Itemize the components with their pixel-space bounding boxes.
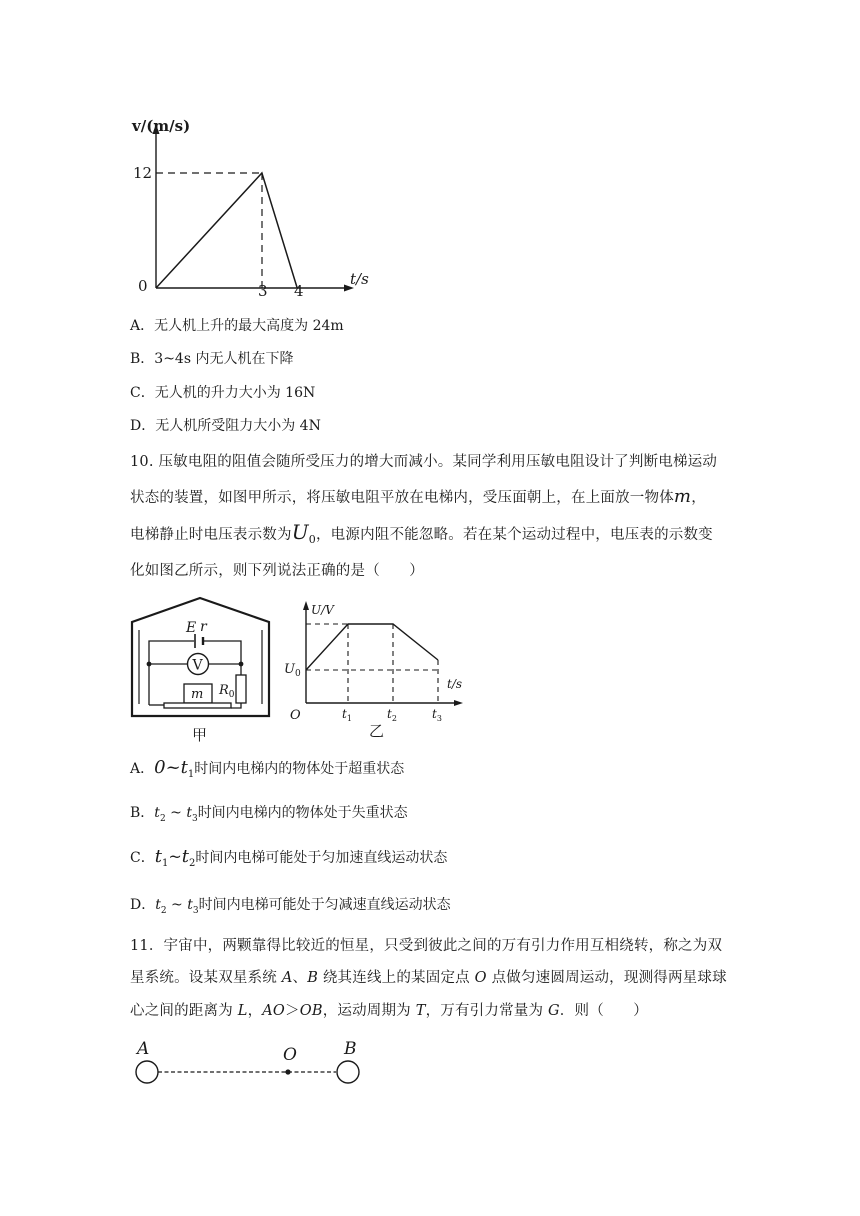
option-range: 0~t — [154, 757, 188, 778]
option-letter: D． — [130, 418, 156, 434]
option-text: 无人机所受阻力大小为 4N — [155, 418, 321, 434]
q10-option-a — [130, 758, 404, 785]
vt-y-tick-12: 12 — [133, 164, 153, 182]
q9-option-a — [130, 316, 344, 336]
option-range-b: t — [186, 805, 192, 821]
option-letter: D． — [130, 897, 156, 913]
option-text: 无人机上升的最大高度为 24m — [154, 318, 344, 334]
junction-dot — [239, 662, 244, 667]
option-text: 时间内电梯内的物体处于失重状态 — [197, 805, 408, 821]
q9-option-d — [130, 416, 321, 436]
vt-origin: 0 — [138, 277, 148, 295]
q11-text: ．则（ ） — [559, 1003, 648, 1019]
ut-y-arrow — [303, 601, 309, 610]
option-range-b: t — [181, 846, 189, 867]
ut-t3-label: $t_3$ — [432, 707, 442, 723]
ut-t1-label: $t_1$ — [342, 707, 352, 723]
star-a-label: A — [137, 1039, 150, 1059]
option-letter: A． — [130, 761, 155, 777]
option-letter: B． — [130, 805, 155, 821]
q10-option-d — [130, 895, 451, 921]
vt-x-tick-3: 3 — [258, 282, 268, 300]
center-point-o — [285, 1069, 290, 1074]
option-range-b: t — [187, 897, 193, 913]
q10-line-2-tail: ， — [691, 490, 706, 506]
option-text: 无人机的升力大小为 16N — [154, 385, 316, 401]
option-range-sub: 2 — [159, 813, 166, 824]
q10-line-3-text: 电梯静止时电压表示数为 — [130, 527, 292, 543]
option-tilde: ~ — [165, 805, 187, 821]
q11-text: 绕其连线上的某固定点 — [318, 970, 475, 986]
q11-line-1: 11．宇宙中，两颗靠得比较近的恒星，只受到彼此之间的万有引力作用互相绕转，称之为双 — [130, 938, 723, 954]
option-range-sub: 1 — [187, 768, 195, 780]
ut-u0-label: $U_0$ — [284, 662, 301, 679]
vt-x-label: t/s — [350, 270, 369, 288]
option-letter: B． — [130, 351, 155, 367]
option-text: 时间内电梯可能处于匀加速直线运动状态 — [195, 850, 448, 866]
q11-var-l: L — [237, 1003, 248, 1019]
q9-option-b — [130, 349, 293, 369]
q11-var-ao: AO — [262, 1003, 286, 1019]
q11-text: ，万有引力常量为 — [425, 1003, 548, 1019]
q10-line-3 — [130, 522, 713, 550]
q11-line-3 — [130, 1001, 648, 1021]
q11-text: 点做匀速圆周运动，现测得两星球球 — [486, 970, 727, 986]
vt-data-line — [156, 173, 297, 288]
option-text: 3~4s 内无人机在下降 — [154, 351, 294, 367]
option-range-sub: 2 — [160, 905, 167, 916]
option-text: 时间内电梯可能处于匀减速直线运动状态 — [198, 897, 451, 913]
q11-text: 星系统。设某双星系统 — [130, 970, 282, 986]
q11-var-g: G — [548, 1003, 560, 1019]
ut-origin: O — [290, 708, 301, 723]
r0-label: $R_0$ — [219, 683, 235, 700]
vt-y-label: v/(m/s) — [132, 117, 191, 135]
q11-var-a: A — [281, 970, 293, 986]
figure-caption-yi: 乙 — [369, 722, 385, 740]
star-b-label: B — [344, 1039, 357, 1059]
vt-graph — [128, 110, 388, 300]
ut-data-line — [306, 624, 438, 670]
ut-x-label: t/s — [447, 677, 463, 691]
center-o-label: O — [283, 1045, 297, 1065]
q10-option-b — [130, 803, 408, 829]
q11-text: 、 — [292, 970, 308, 986]
q11-line-2 — [130, 968, 727, 988]
q10-u0-subscript: 0 — [308, 532, 316, 546]
pressure-sensor — [164, 703, 231, 708]
ut-y-label: U/V — [311, 603, 334, 617]
option-letter: A． — [130, 318, 155, 334]
ut-graph — [283, 598, 473, 740]
resistor-r0 — [236, 675, 246, 703]
internal-r-label: r — [200, 619, 207, 635]
option-range-sub: 2 — [188, 857, 196, 869]
q11-text: 心之间的距离为 — [130, 1003, 238, 1019]
mass-label: m — [191, 687, 204, 702]
q10-option-c — [130, 847, 447, 874]
q10-u0-symbol: U — [291, 520, 309, 544]
q10-line-2-text: 状态的装置，如图甲所示，将压敏电阻平放在电梯内，受压面朝上，在上面放一物体 — [130, 490, 674, 506]
option-letter: C． — [130, 385, 155, 401]
option-range-a: t — [155, 897, 161, 913]
option-range-sub: 3 — [191, 813, 198, 824]
star-a — [136, 1061, 158, 1083]
ut-x-arrow — [454, 700, 463, 706]
option-range-sub: 3 — [192, 905, 199, 916]
q10-line-3-tail: ，电源内阻不能忽略。若在某个运动过程中，电压表的示数变 — [315, 527, 713, 543]
star-b — [337, 1061, 359, 1083]
q10-line-4: 化如图乙所示，则下列说法正确的是（ ） — [130, 563, 424, 579]
q11-var-o: O — [474, 970, 487, 986]
junction-dot — [147, 662, 152, 667]
q11-text: ，运动周期为 — [322, 1003, 416, 1019]
q10-line-2 — [130, 487, 706, 508]
circuit-wire-bottom — [231, 703, 241, 708]
ut-t2-label: $t_2$ — [387, 707, 397, 723]
option-range-a: t — [154, 805, 160, 821]
option-range-a: t — [154, 846, 162, 867]
q11-var-b: B — [307, 970, 319, 986]
option-letter: C． — [130, 850, 155, 866]
circuit-wire-top-right — [204, 641, 241, 664]
vt-x-tick-4: 4 — [294, 282, 304, 300]
option-range-sub: 1 — [161, 857, 169, 869]
q10-mass-symbol: m — [673, 486, 692, 507]
emf-label: E — [186, 620, 197, 636]
q11-var-ob: OB — [299, 1003, 323, 1019]
q11-gt: ＞ — [285, 1003, 300, 1019]
q11-text: ， — [247, 1003, 263, 1019]
voltmeter-label: V — [192, 657, 203, 674]
q10-line-1: 10. 压敏电阻的阻值会随所受压力的增大而减小。某同学利用压敏电阻设计了判断电梯运动 — [130, 454, 718, 470]
option-tilde: ~ — [166, 897, 188, 913]
figure-caption-jia: 甲 — [192, 726, 208, 742]
binary-star-figure — [128, 1036, 368, 1088]
option-text: 时间内电梯内的物体处于超重状态 — [194, 761, 405, 777]
q11-var-t: T — [415, 1003, 426, 1019]
option-tilde: ~ — [168, 847, 182, 866]
q9-option-c — [130, 383, 315, 403]
circuit-figure — [128, 594, 273, 742]
